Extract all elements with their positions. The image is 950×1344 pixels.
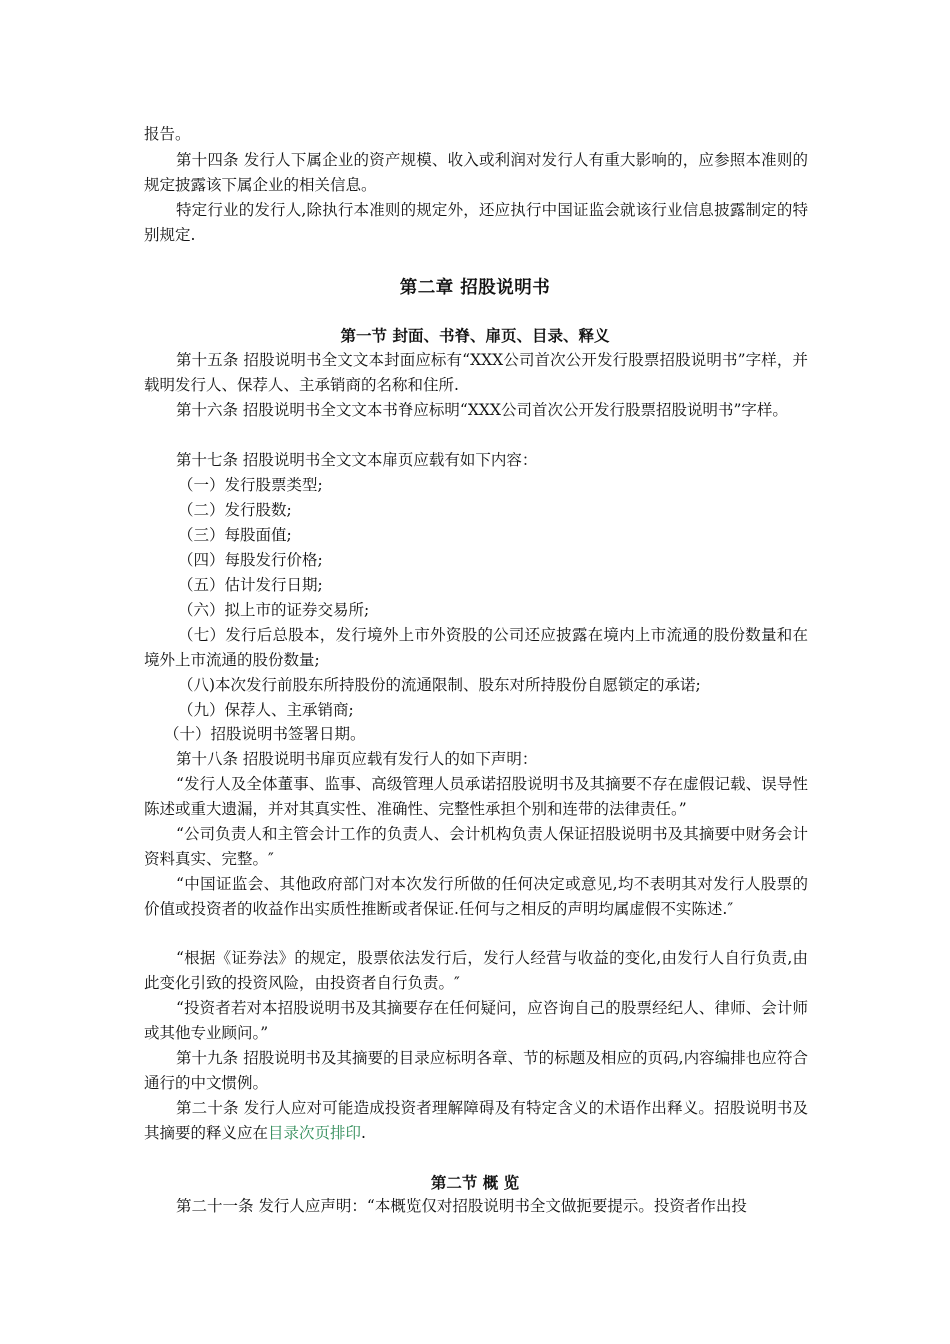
chapter-2-title: 第二章 招股说明书 (399, 278, 551, 298)
list-item-6: （六）拟上市的证券交易所; (178, 601, 370, 619)
article-20-end: . (361, 1123, 366, 1142)
article-20-link[interactable]: 目录次页排印 (268, 1123, 362, 1142)
paragraph-report-end: 报告。 (144, 125, 191, 143)
list-item-2: （二）发行股数; (178, 501, 292, 519)
list-item-1: （一）发行股票类型; (178, 476, 323, 494)
statement-2: “公司负责人和主管会计工作的负责人、会计机构负责人保证招股说明书及其摘要中财务会计资料真实、完整。″ (144, 825, 808, 868)
statement-1: “发行人及全体董事、监事、高级管理人员承诺招股说明书及其摘要不存在虚假记载、误导性陈述或重大遗漏，并对其真实性、准确性、完整性承担个别和连带的法律责任。” (144, 775, 808, 818)
list-item-3: （三）每股面值; (178, 526, 292, 544)
article-18: 第十八条 招股说明书扉页应载有发行人的如下声明： (176, 750, 538, 768)
list-item-7: （七）发行后总股本，发行境外上市外资股的公司还应披露在境内上市流通的股份数量和在境外上市流通的股份数量; (144, 626, 808, 669)
list-item-4: （四）每股发行价格; (178, 551, 323, 569)
article-14-special-industry: 特定行业的发行人,除执行本准则的规定外，还应执行中国证监会就该行业信息披露制定的特别规定. (144, 201, 808, 244)
statement-5: “投资者若对本招股说明书及其摘要存在任何疑问，应咨询自己的股票经纪人、律师、会计师或其他专业顾问。” (144, 999, 808, 1042)
article-14: 第十四条 发行人下属企业的资产规模、收入或利润对发行人有重大影响的，应参照本准则的规定披露该下属企业的相关信息。 (144, 151, 808, 194)
list-item-9: （九）保荐人、主承销商; (178, 701, 354, 719)
article-20-text: 第二十条 发行人应对可能造成投资者理解障碍及有特定含义的术语作出释义。招股说明书及其摘要的释义应在 (144, 1099, 808, 1142)
list-item-10: （十）招股说明书签署日期。 (164, 725, 366, 743)
article-21: 第二十一条 发行人应声明：“本概览仅对招股说明书全文做扼要提示。投资者作出投 (176, 1197, 747, 1215)
article-20 (144, 1096, 808, 1145)
list-item-5: （五）估计发行日期; (178, 576, 323, 594)
section-1-title: 第一节 封面、书脊、扉页、目录、释义 (340, 326, 610, 345)
article-16: 第十六条 招股说明书全文文本书脊应标明“XXX公司首次公开发行股票招股说明书”字样。 (176, 401, 788, 419)
article-17: 第十七条 招股说明书全文文本扉页应载有如下内容： (176, 451, 538, 469)
article-19: 第十九条 招股说明书及其摘要的目录应标明各章、节的标题及相应的页码,内容编排也应符合通行的中文惯例。 (144, 1049, 808, 1092)
statement-3: “中国证监会、其他政府部门对本次发行所做的任何决定或意见,均不表明其对发行人股票的价值或投资者的收益作出实质性推断或者保证.任何与之相反的声明均属虚假不实陈述.″ (144, 875, 808, 918)
section-2-title: 第二节 概 览 (430, 1173, 520, 1192)
article-15: 第十五条 招股说明书全文文本封面应标有“XXX公司首次公开发行股票招股说明书”字样，并载明发行人、保荐人、主承销商的名称和住所. (144, 351, 808, 394)
statement-4: “根据《证券法》的规定，股票依法发行后，发行人经营与收益的变化,由发行人自行负责,由此变化引致的投资风险，由投资者自行负责。″ (144, 949, 808, 992)
list-item-8: （八)本次发行前股东所持股份的流通限制、股东对所持股份自愿锁定的承诺; (178, 676, 701, 694)
